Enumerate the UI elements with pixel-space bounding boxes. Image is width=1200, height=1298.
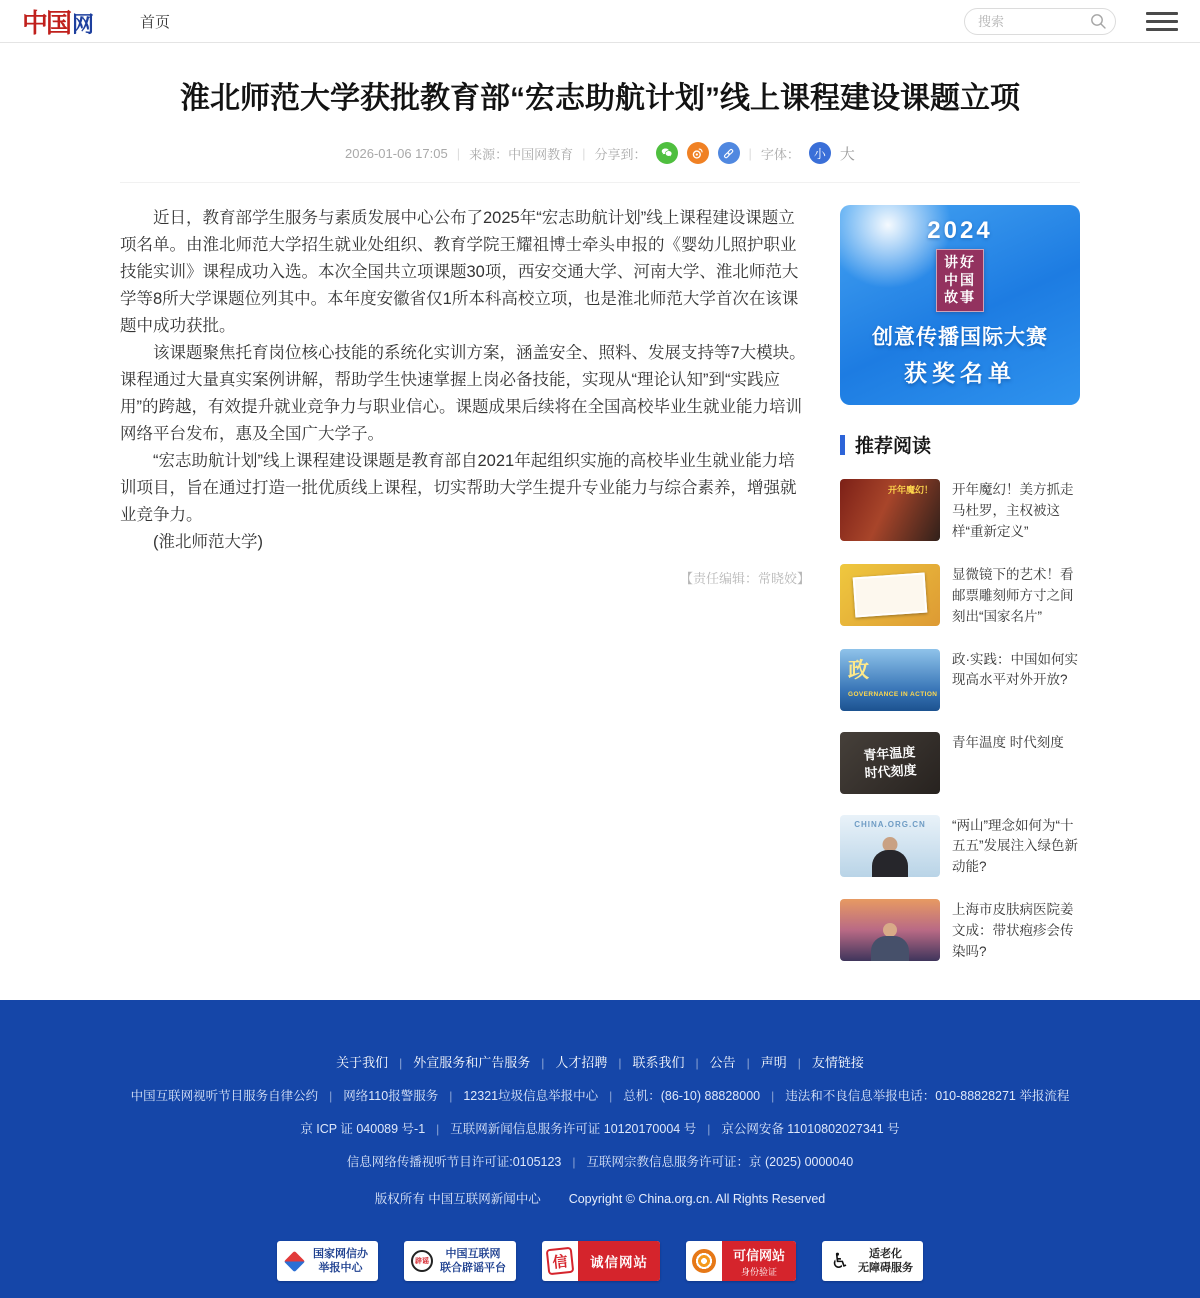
article-paragraph: 该课题聚焦托育岗位核心技能的系统化实训方案，涵盖安全、照料、发展支持等7大模块。课程通过大量真实案例讲解，帮助学生快速掌握上岗必备技能，实现从“理论认知”到“实践应用”的跨越，有效提升就业竞争力与职业信心。课题成果后续将在全国高校毕业生就业能力培训网络平台发布，惠及全国广大学子。 <box>120 344 806 443</box>
thumb-photo-frame <box>853 572 928 617</box>
footer-separator: | <box>746 1056 750 1070</box>
item-title: “两山”理念如何为“十五五”发展注入绿色新动能? <box>952 817 1078 875</box>
thumb-caption: GOVERNANCE IN ACTION <box>848 690 938 698</box>
copyright-en: Copyright © China.org.cn. All Rights Reserved <box>568 1192 826 1206</box>
item-title: 青年温度 时代刻度 <box>952 734 1064 750</box>
badge-label-line: 可信网站 <box>732 1247 785 1263</box>
footer-license-row2 <box>0 1152 1200 1170</box>
footer-license-text: 信息网络传播视听节目许可证:0105123 <box>346 1155 562 1169</box>
item-title: 上海市皮肤病医院姜文成：带状疱疹会传染吗? <box>952 902 1074 960</box>
footer-separator: | <box>618 1056 622 1070</box>
recommend-item[interactable] <box>840 564 1080 628</box>
logo-cn-text: 中国 <box>22 8 71 38</box>
item-title: 政·实践：中国如何实现高水平对外开放? <box>952 651 1078 688</box>
footer-link[interactable]: 联系我们 <box>632 1055 685 1070</box>
footer-copyright <box>0 1189 1200 1207</box>
stamp-icon: 信 <box>542 1248 578 1274</box>
article-source: 来源：中国网教育 <box>469 146 574 162</box>
thumb-caption: 政 <box>848 658 869 682</box>
footer-link[interactable]: 公告 <box>709 1055 736 1070</box>
person-silhouette <box>872 850 908 877</box>
footer-separator: | <box>707 1122 711 1136</box>
editor-note: 【责任编辑：常晓姣】 <box>679 571 810 586</box>
banner-title: 创意传播国际大赛 <box>872 325 1048 349</box>
item-thumbnail <box>840 479 940 541</box>
sidebar <box>840 205 1080 963</box>
item-thumbnail <box>840 564 940 626</box>
footer-service-link[interactable]: 中国互联网视听节目服务自律公约 <box>130 1089 319 1103</box>
badge-label-line: 中国互联网 <box>445 1247 501 1260</box>
badge-label-line: 身份验证 <box>740 1266 777 1277</box>
footer-badges <box>0 1241 1200 1281</box>
footer-license-row <box>0 1119 1200 1137</box>
accessibility-icon: ♿ <box>830 1249 850 1273</box>
footer-license-text: 互联网新闻信息服务许可证 10120170004 号 <box>450 1122 697 1136</box>
badge-label-line: 联合辟谣平台 <box>439 1262 506 1274</box>
recommend-item[interactable] <box>840 649 1080 711</box>
badge-label-line: 无障碍服务 <box>858 1262 913 1274</box>
meta-separator: | <box>748 145 752 161</box>
recommend-header <box>840 431 1080 458</box>
badge-cyberspace-report[interactable] <box>277 1241 378 1281</box>
footer-separator: | <box>449 1089 453 1103</box>
thumb-caption-line: 青年温度 <box>862 744 916 763</box>
badge-label <box>440 1247 516 1276</box>
footer-phone-text: 总机：(86-10) 88828000 <box>623 1089 761 1103</box>
footer-link[interactable]: 关于我们 <box>336 1055 389 1070</box>
promo-banner[interactable] <box>840 205 1080 405</box>
badge-label <box>313 1247 378 1276</box>
meta-separator: | <box>456 145 461 161</box>
article-body <box>120 205 810 963</box>
item-thumbnail <box>840 815 940 877</box>
article-date: 2026-01-06 17:05 <box>345 145 448 161</box>
item-thumbnail <box>840 732 940 794</box>
thumb-caption-line: 时代刻度 <box>864 761 918 781</box>
banner-badge-line: 讲好 <box>944 254 976 270</box>
badge-label-line: 举报中心 <box>318 1262 363 1274</box>
footer-service-link[interactable]: 12321垃圾信息举报中心 <box>463 1089 599 1103</box>
footer-separator: | <box>436 1122 440 1136</box>
footer-link[interactable]: 人才招聘 <box>555 1055 608 1070</box>
badge-rumor-refute[interactable] <box>404 1241 516 1281</box>
item-title: 开年魔幻！美方抓走马杜罗，主权被这样“重新定义” <box>952 482 1074 539</box>
footer-services-row <box>0 1086 1200 1104</box>
footer-license-text: 京公网安备 11010802027341 号 <box>721 1122 900 1136</box>
weibo-share-icon[interactable] <box>687 142 709 164</box>
banner-badge-line: 故事 <box>944 289 976 305</box>
content-columns <box>120 205 1080 963</box>
banner-badge <box>936 249 984 312</box>
font-small-button[interactable]: 小 <box>809 142 831 164</box>
swirl-logo-icon <box>686 1249 722 1273</box>
menu-icon[interactable] <box>1146 9 1178 34</box>
article-paragraph: (淮北师范大学) <box>153 533 263 551</box>
badge-label: 诚信网站 <box>578 1241 660 1281</box>
footer-separator: | <box>399 1056 403 1070</box>
recommend-item[interactable] <box>840 479 1080 543</box>
footer-separator: | <box>771 1089 775 1103</box>
recommend-item[interactable] <box>840 899 1080 963</box>
footer-link[interactable]: 友情链接 <box>811 1055 864 1070</box>
item-thumbnail <box>840 649 940 711</box>
recommend-item[interactable] <box>840 732 1080 794</box>
article-meta <box>120 142 1080 183</box>
search-icon[interactable] <box>1090 13 1107 30</box>
badge-label-line: 国家网信办 <box>312 1247 368 1260</box>
thumb-caption: 开年魔幻！ <box>887 485 933 495</box>
badge-accessibility[interactable] <box>822 1241 923 1281</box>
footer-service-link[interactable]: 网络110报警服务 <box>343 1089 439 1103</box>
recommend-item[interactable] <box>840 815 1080 879</box>
top-header <box>0 0 1200 43</box>
item-title: 显微镜下的艺术！看邮票雕刻师方寸之间刻出“国家名片” <box>952 566 1074 624</box>
nav-home-link[interactable]: 首页 <box>140 13 171 31</box>
footer-separator: | <box>541 1056 545 1070</box>
magnifier-logo-icon: 辟谣 <box>404 1250 440 1272</box>
footer-license-text: 互联网宗教信息服务许可证：京 (2025) 0000040 <box>586 1155 854 1169</box>
footer-link[interactable]: 外宣服务和广告服务 <box>413 1055 531 1070</box>
badge-label <box>722 1241 796 1281</box>
footer-separator: | <box>695 1056 699 1070</box>
footer-separator: | <box>797 1056 801 1070</box>
article-paragraph: 近日，教育部学生服务与素质发展中心公布了2025年“宏志助航计划”线上课程建设课题立项名单。由淮北师范大学招生就业处组织、教育学院王耀祖博士牵头申报的《婴幼儿照护职业技能实训》课程成功入选。本次全国共立项课题30项，西安交通大学、河南大学、淮北师范大学等8所大学课题位列其中。本年度安徽省仅1所本科高校立项，也是淮北师范大学首次在该课题中成功获批。 <box>120 209 799 335</box>
diamond-logo-icon <box>277 1254 313 1269</box>
site-footer <box>0 1000 1200 1298</box>
menu-bar <box>1146 20 1178 23</box>
banner-subtitle: 获奖名单 <box>904 359 1016 386</box>
thumb-caption: CHINA.ORG.CN <box>854 819 926 829</box>
badge-trusted-site[interactable] <box>686 1241 796 1281</box>
recommend-title: 推荐阅读 <box>855 436 932 457</box>
section-accent-bar <box>840 435 845 455</box>
wechat-share-icon[interactable] <box>656 142 678 164</box>
meta-separator: | <box>582 145 586 161</box>
link-share-icon[interactable] <box>718 142 740 164</box>
search-box <box>964 8 1116 35</box>
menu-bar <box>1146 28 1178 31</box>
copyright-cn: 版权所有 中国互联网新闻中心 <box>374 1192 541 1206</box>
logo-net-text: 网 <box>72 11 95 37</box>
menu-bar <box>1146 12 1178 15</box>
banner-year: 2024 <box>927 217 993 244</box>
badge-integrity-site[interactable] <box>542 1241 660 1281</box>
person-silhouette <box>871 936 909 961</box>
item-thumbnail <box>840 899 940 961</box>
banner-badge-line: 中国 <box>944 271 976 288</box>
share-label: 分享到： <box>594 146 647 162</box>
font-size-label: 字体： <box>760 146 800 162</box>
article-title: 淮北师范大学获批教育部“宏志助航计划”线上课程建设课题立项 <box>180 82 1020 115</box>
font-large-button[interactable]: 大 <box>839 145 855 163</box>
footer-links-row <box>0 1052 1200 1071</box>
footer-report-text: 违法和不良信息举报电话：010-88828271 举报流程 <box>785 1089 1070 1103</box>
person-silhouette <box>883 923 897 937</box>
site-logo[interactable] <box>22 3 94 40</box>
badge-label <box>858 1247 923 1276</box>
footer-license-text: 京 ICP 证 040089 号-1 <box>300 1122 426 1136</box>
footer-separator: | <box>572 1155 576 1169</box>
footer-link[interactable]: 声明 <box>760 1055 787 1070</box>
article-paragraph: “宏志助航计划”线上课程建设课题是教育部自2021年起组织实施的高校毕业生就业能力培训项目，旨在通过打造一批优质线上课程，切实帮助大学生提升专业能力与综合素养，增强就业竞争力。 <box>120 452 797 524</box>
main-content <box>120 43 1080 1000</box>
badge-label-line: 适老化 <box>869 1247 902 1260</box>
footer-separator: | <box>609 1089 613 1103</box>
thumb-caption <box>840 732 940 794</box>
footer-separator: | <box>329 1089 333 1103</box>
